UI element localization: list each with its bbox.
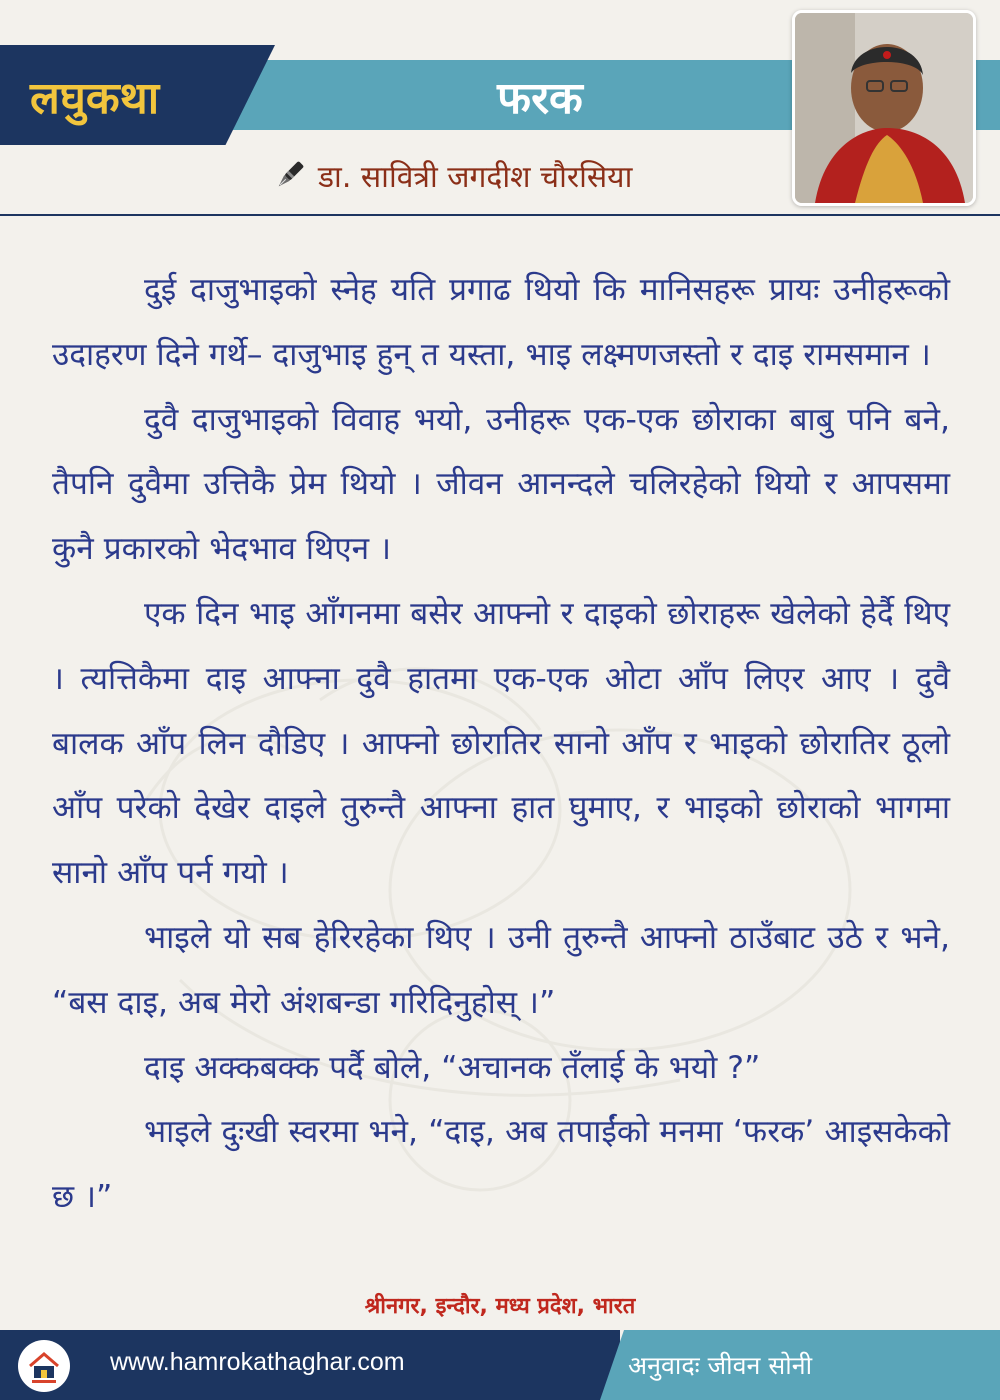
- category-tag: लघुकथा: [30, 73, 160, 124]
- story-title: फरक: [497, 73, 583, 124]
- story-paragraph: दुवै दाजुभाइको विवाह भयो, उनीहरू एक-एक छोराका बाबु पनि बने, तैपनि दुवैमा उत्तिकै प्रेम थियो । जीवन आनन्दले चलिरहेको थियो र आपसमा कुनै प्रकारको भेदभाव थिएन ।: [52, 401, 950, 568]
- story-paragraph: एक दिन भाइ आँगनमा बसेर आफ्नो र दाइको छोराहरू खेलेको हेर्दै थिए । त्यत्तिकैमा दाइ आफ्ना दुवै हातमा एक-एक ओटा आँप लिएर आए । दुवै बालक आँप लिन दौडिए । आफ्नो छोरातिर सानो आँप र भाइको छोरातिर ठूलो आँप परेको देखेर दाइले तुरुन्तै आफ्ना हात घुमाए, र भाइको छोराको भागमा सानो आँप पर्न गयो ।: [52, 595, 950, 892]
- site-logo[interactable]: [18, 1340, 70, 1392]
- website-link[interactable]: www.hamrokathaghar.com: [110, 1348, 405, 1376]
- author-location: श्रीनगर, इन्दौर, मध्य प्रदेश, भारत: [364, 1294, 636, 1319]
- author-name: डा. सावित्री जगदीश चौरसिया: [318, 159, 633, 195]
- story-paragraph: भाइले यो सब हेरिरहेका थिए । उनी तुरुन्तै आफ्नो ठाउँबाट उठे र भने, “बस दाइ, अब मेरो अंशबन्डा गरिदिनुहोस् ।”: [52, 919, 950, 1021]
- story-paragraph: भाइले दुःखी स्वरमा भने, “दाइ, अब तपाईंको मनमा ‘फरक’ आइसकेको छ ।”: [52, 1114, 950, 1216]
- story-body: [52, 258, 950, 1230]
- fountain-pen-icon: [272, 157, 308, 193]
- story-paragraph: दुई दाजुभाइको स्नेह यति प्रगाढ थियो कि मानिसहरू प्रायः उनीहरूको उदाहरण दिने गर्थे– दाजुभाइ हुन् त यस्ता, भाइ लक्ष्मणजस्तो र दाइ रामसमान ।: [52, 272, 950, 373]
- header-divider: [0, 214, 1000, 216]
- translator-credit: अनुवादः जीवन सोनी: [628, 1351, 813, 1380]
- author-line: [272, 150, 632, 200]
- portrait-illustration: [795, 13, 973, 203]
- house-book-icon: [18, 1340, 70, 1392]
- story-paragraph: दाइ अक्कबक्क पर्दै बोले, “अचानक तँलाई के भयो ?”: [144, 1049, 761, 1086]
- author-photo: [792, 10, 976, 206]
